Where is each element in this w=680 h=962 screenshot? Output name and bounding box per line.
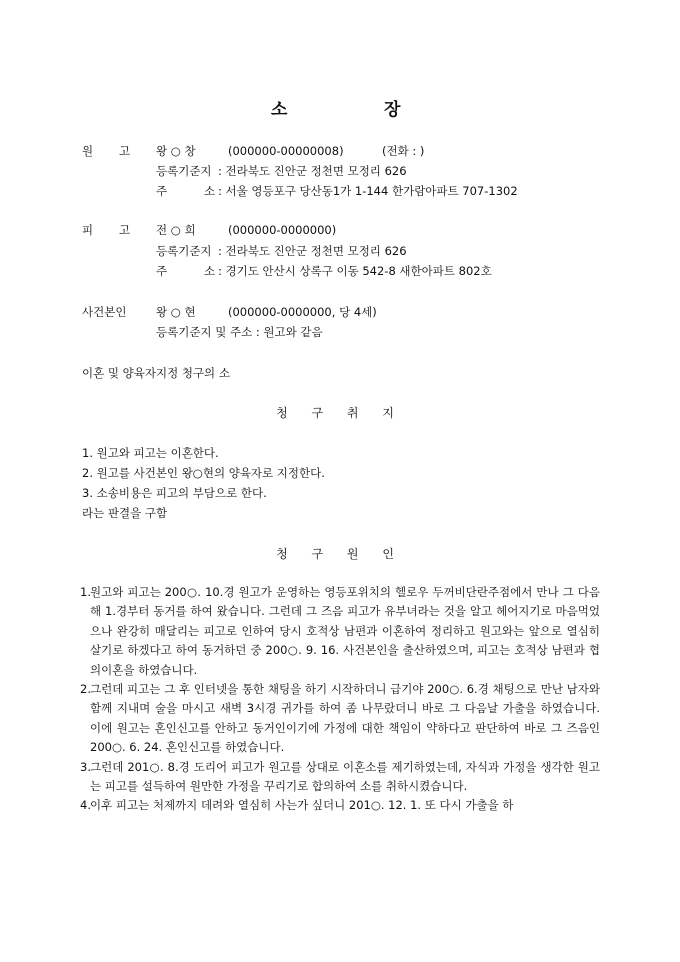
document-title bbox=[0, 95, 680, 120]
defendant-addr-char-1: 주 bbox=[156, 264, 168, 278]
claims-closing: 라는 판결을 구함 bbox=[82, 506, 168, 520]
plaintiff-id: (000000-00000008) bbox=[228, 144, 344, 158]
plaintiff-reg-label: 등록기준지 bbox=[156, 164, 212, 178]
case-name: 이혼 및 양육자지정 청구의 소 bbox=[82, 366, 230, 380]
defendant-role-char-2: 고 bbox=[119, 223, 131, 237]
plaintiff-role-char-2: 고 bbox=[119, 144, 131, 158]
cause-item bbox=[80, 758, 600, 797]
plaintiff-role-char-1: 원 bbox=[82, 144, 94, 158]
plaintiff-addr-char-2: 소 bbox=[204, 184, 216, 198]
cause-number: 2. bbox=[80, 682, 91, 697]
claim-heading: 청 구 취 지 bbox=[276, 406, 404, 420]
subject-id: (000000-0000000, 당 4세) bbox=[228, 305, 377, 319]
defendant-name: 전 ○ 희 bbox=[156, 223, 196, 237]
causes-list bbox=[80, 583, 600, 816]
defendant-role-char-1: 피 bbox=[82, 223, 94, 237]
defendant-addr-char-2: 소 bbox=[204, 264, 216, 278]
defendant-addr-value: : 경기도 안산시 상록구 이동 542-8 새한아파트 802호 bbox=[218, 264, 492, 278]
cause-item bbox=[80, 680, 600, 758]
cause-text: 그런데 피고는 그 후 인터넷을 통한 채팅을 하기 시작하더니 급기야 200○. 6.경 채팅으로 만난 남자와 함께 지내며 술을 마시고 새벽 3시경 귀가를 하여 좀 나무랐더니 바로 그 다음날 가출을 하였습니다. 이에 원고는 혼인신고를 안하고 동거인이기에 가정에 대한 책임이 약하다고 판단하여 바로 그 즈음인 200○. 6. 24. 혼인신고를 하였습니다. bbox=[90, 682, 600, 755]
subject-name: 왕 ○ 현 bbox=[156, 305, 196, 319]
claim-item: 3. 소송비용은 피고의 부담으로 한다. bbox=[82, 486, 267, 500]
defendant-reg-label: 등록기준지 bbox=[156, 244, 212, 258]
cause-number: 3. bbox=[80, 759, 91, 774]
claim-item: 1. 원고와 피고는 이혼한다. bbox=[82, 446, 219, 460]
plaintiff-reg-value: : 전라북도 진안군 정천면 모정리 626 bbox=[218, 164, 407, 178]
cause-item bbox=[80, 796, 600, 815]
cause-text: 그런데 201○. 8.경 도리어 피고가 원고를 상대로 이혼소를 제기하였는데, 자식과 가정을 생각한 원고는 피고를 설득하여 원만한 가정을 꾸리기로 합의하여 소를 취하시켰습니다. bbox=[90, 759, 600, 794]
plaintiff-addr-value: : 서울 영등포구 당산동1가 1-144 한가람아파트 707-1302 bbox=[218, 184, 518, 198]
title-char-1: 소 bbox=[271, 100, 288, 120]
plaintiff-phone: (전화 : ) bbox=[382, 144, 425, 158]
claim-item: 2. 원고를 사건본인 왕○현의 양육자로 지정한다. bbox=[82, 466, 325, 480]
cause-item bbox=[80, 583, 600, 680]
subject-role: 사건본인 bbox=[82, 305, 127, 319]
defendant-reg-value: : 전라북도 진안군 정천면 모정리 626 bbox=[218, 244, 407, 258]
subject-reg-address: 등록기준지 및 주소 : 원고와 같음 bbox=[156, 325, 323, 339]
plaintiff-addr-char-1: 주 bbox=[156, 184, 168, 198]
title-char-2: 장 bbox=[384, 100, 401, 120]
cause-heading: 청 구 원 인 bbox=[276, 547, 404, 561]
cause-text: 원고와 피고는 200○. 10.경 원고가 운영하는 영등포위치의 헬로우 두꺼비단란주점에서 만나 그 다음해 1.경부터 동거를 하여 왔습니다. 그런데 그 즈음 피고가 유부녀라는 것을 알고 헤어지기로 마음먹었으나 완강히 매달리는 피고로 인하여 당시 호적상 남편과 이혼하여 정리하고 원고와는 앞으로 열심히 살기로 하겠다고 하여 동거하던 중 200○. 9. 16. 사건본인을 출산하였으며, 피고는 호적상 남편과 협의이혼을 하였습니다. bbox=[90, 585, 600, 677]
defendant-id: (000000-0000000) bbox=[228, 223, 337, 237]
cause-number: 1. bbox=[80, 585, 91, 599]
cause-number: 4. bbox=[80, 798, 91, 813]
plaintiff-name: 왕 ○ 창 bbox=[156, 144, 196, 158]
cause-text: 이후 피고는 처제까지 데려와 열심히 사는가 싶더니 201○. 12. 1. 또 다시 가출을 하 bbox=[90, 798, 514, 813]
